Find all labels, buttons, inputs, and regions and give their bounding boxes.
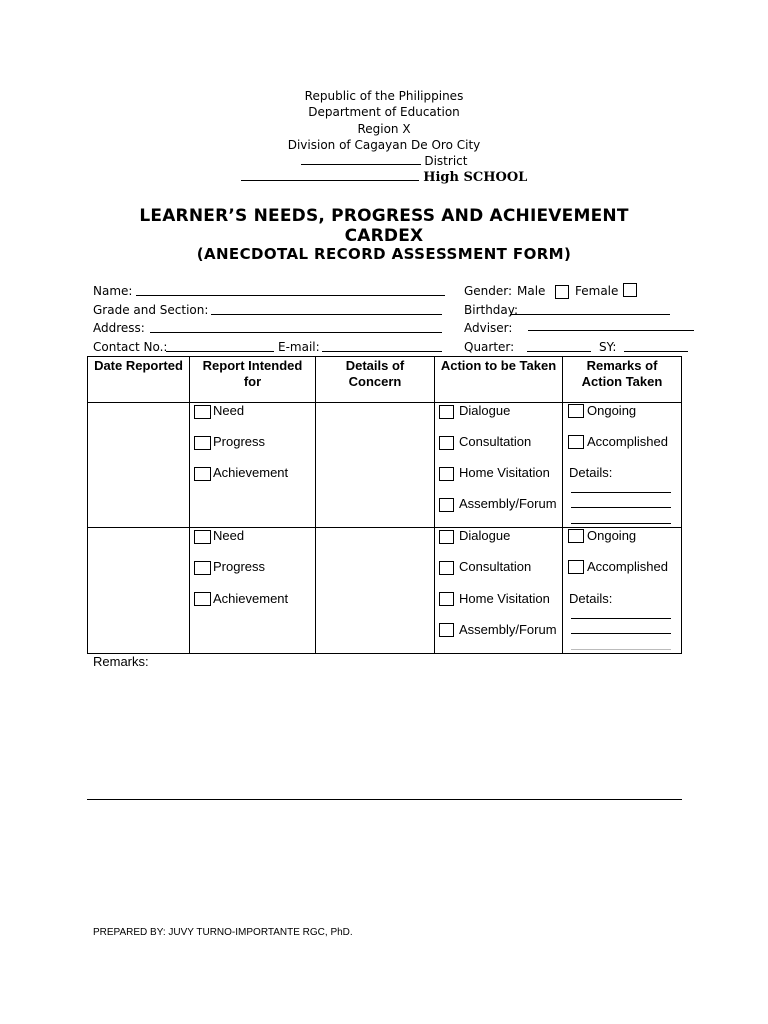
need-label: Need (213, 528, 245, 543)
details-line[interactable] (571, 633, 671, 634)
male-checkbox[interactable] (555, 285, 569, 299)
dialogue-checkbox[interactable] (439, 405, 454, 419)
need-checkbox[interactable] (194, 530, 211, 544)
details-label: Details: (569, 465, 613, 480)
contact-field[interactable] (166, 351, 274, 352)
home-visitation-checkbox[interactable] (439, 592, 454, 606)
header-details-line-1: Details of (345, 358, 405, 373)
gender-label: Gender: (464, 284, 513, 298)
subtitle: (ANECDOTAL RECORD ASSESSMENT FORM) (196, 245, 572, 263)
school-label: High SCHOOL (423, 170, 528, 185)
birthday-label: Birthday: (464, 303, 519, 317)
accomplished-label: Accomplished (587, 559, 668, 574)
assembly-forum-label: Assembly/Forum (459, 622, 557, 637)
achievement-label: Achievement (213, 465, 289, 480)
header-report-intended-line-2: for (243, 374, 262, 389)
need-checkbox[interactable] (194, 405, 211, 419)
adviser-label: Adviser: (464, 321, 513, 335)
need-label: Need (213, 403, 245, 418)
female-checkbox[interactable] (623, 283, 637, 297)
header-remarks-line-1: Remarks of (586, 358, 658, 373)
birthday-field[interactable] (510, 314, 670, 315)
table-col-divider-2 (315, 356, 316, 654)
header-remarks-of-action (563, 358, 681, 390)
progress-checkbox[interactable] (194, 436, 211, 450)
ongoing-label: Ongoing (587, 528, 637, 543)
details-label: Details: (569, 591, 613, 606)
progress-checkbox[interactable] (194, 561, 211, 575)
consultation-label: Consultation (459, 559, 532, 574)
details-line[interactable] (571, 649, 671, 650)
header-report-intended (190, 358, 315, 390)
grade-section-field[interactable] (211, 314, 442, 315)
email-label: E-mail: (278, 340, 320, 354)
header-action-to-be-taken: Action to be Taken (440, 358, 557, 373)
header-region: Region X (357, 122, 411, 136)
district-label: District (424, 154, 468, 168)
table-border-top (87, 356, 682, 357)
accomplished-label: Accomplished (587, 434, 668, 449)
progress-label: Progress (213, 434, 266, 449)
assembly-forum-checkbox[interactable] (439, 623, 454, 637)
header-details-line-2: Concern (348, 374, 402, 389)
details-line[interactable] (571, 618, 671, 619)
sy-field[interactable] (624, 351, 688, 352)
table-border-right (681, 356, 682, 654)
district-blank (301, 154, 421, 165)
home-visitation-label: Home Visitation (459, 465, 550, 480)
consultation-label: Consultation (459, 434, 532, 449)
address-field[interactable] (150, 332, 442, 333)
home-visitation-checkbox[interactable] (439, 467, 454, 481)
contact-label: Contact No.: (93, 340, 168, 354)
table-border-left (87, 356, 88, 654)
adviser-field[interactable] (528, 330, 694, 331)
ongoing-checkbox[interactable] (568, 529, 584, 543)
quarter-label: Quarter: (464, 340, 515, 354)
ongoing-checkbox[interactable] (568, 404, 584, 418)
achievement-checkbox[interactable] (194, 592, 211, 606)
header-date-reported: Date Reported (94, 358, 183, 373)
ongoing-label: Ongoing (587, 403, 637, 418)
header-report-intended-line-1: Report Intended (202, 358, 303, 373)
table-col-divider-3 (434, 356, 435, 654)
header-remarks-line-2: Action Taken (581, 374, 663, 389)
header-division: Division of Cagayan De Oro City (287, 138, 481, 152)
assembly-forum-label: Assembly/Forum (459, 496, 557, 511)
female-label: Female (575, 284, 619, 298)
details-line[interactable] (571, 507, 671, 508)
header-republic: Republic of the Philippines (304, 89, 464, 103)
title-line-1: LEARNER’S NEEDS, PROGRESS AND ACHIEVEMENT (139, 206, 629, 226)
remarks-label: Remarks: (93, 654, 149, 669)
header-details-of-concern (316, 358, 434, 390)
accomplished-checkbox[interactable] (568, 435, 584, 449)
male-label: Male (517, 284, 546, 298)
header-school (0, 170, 768, 186)
title-line-2: CARDEX (344, 226, 424, 246)
dialogue-label: Dialogue (459, 528, 511, 543)
assembly-forum-checkbox[interactable] (439, 498, 454, 512)
consultation-checkbox[interactable] (439, 436, 454, 450)
name-field[interactable] (136, 295, 445, 296)
school-blank (241, 170, 419, 181)
details-line[interactable] (571, 523, 671, 524)
email-field[interactable] (322, 351, 442, 352)
progress-label: Progress (213, 559, 266, 574)
header-department: Department of Education (308, 105, 460, 119)
address-label: Address: (93, 321, 145, 335)
details-line[interactable] (571, 492, 671, 493)
achievement-checkbox[interactable] (194, 467, 211, 481)
table-col-divider-4 (562, 356, 563, 654)
remarks-bottom-line (87, 799, 682, 800)
consultation-checkbox[interactable] (439, 561, 454, 575)
dialogue-checkbox[interactable] (439, 530, 454, 544)
home-visitation-label: Home Visitation (459, 591, 550, 606)
achievement-label: Achievement (213, 591, 289, 606)
grade-section-label: Grade and Section: (93, 303, 209, 317)
sy-label: SY: (599, 340, 617, 354)
prepared-by: PREPARED BY: JUVY TURNO-IMPORTANTE RGC, PhD. (93, 927, 353, 938)
table-col-divider-1 (189, 356, 190, 654)
accomplished-checkbox[interactable] (568, 560, 584, 574)
quarter-field[interactable] (527, 351, 591, 352)
header-district (0, 153, 768, 169)
name-label: Name: (93, 284, 133, 298)
dialogue-label: Dialogue (459, 403, 511, 418)
table-border-bottom (87, 653, 682, 654)
